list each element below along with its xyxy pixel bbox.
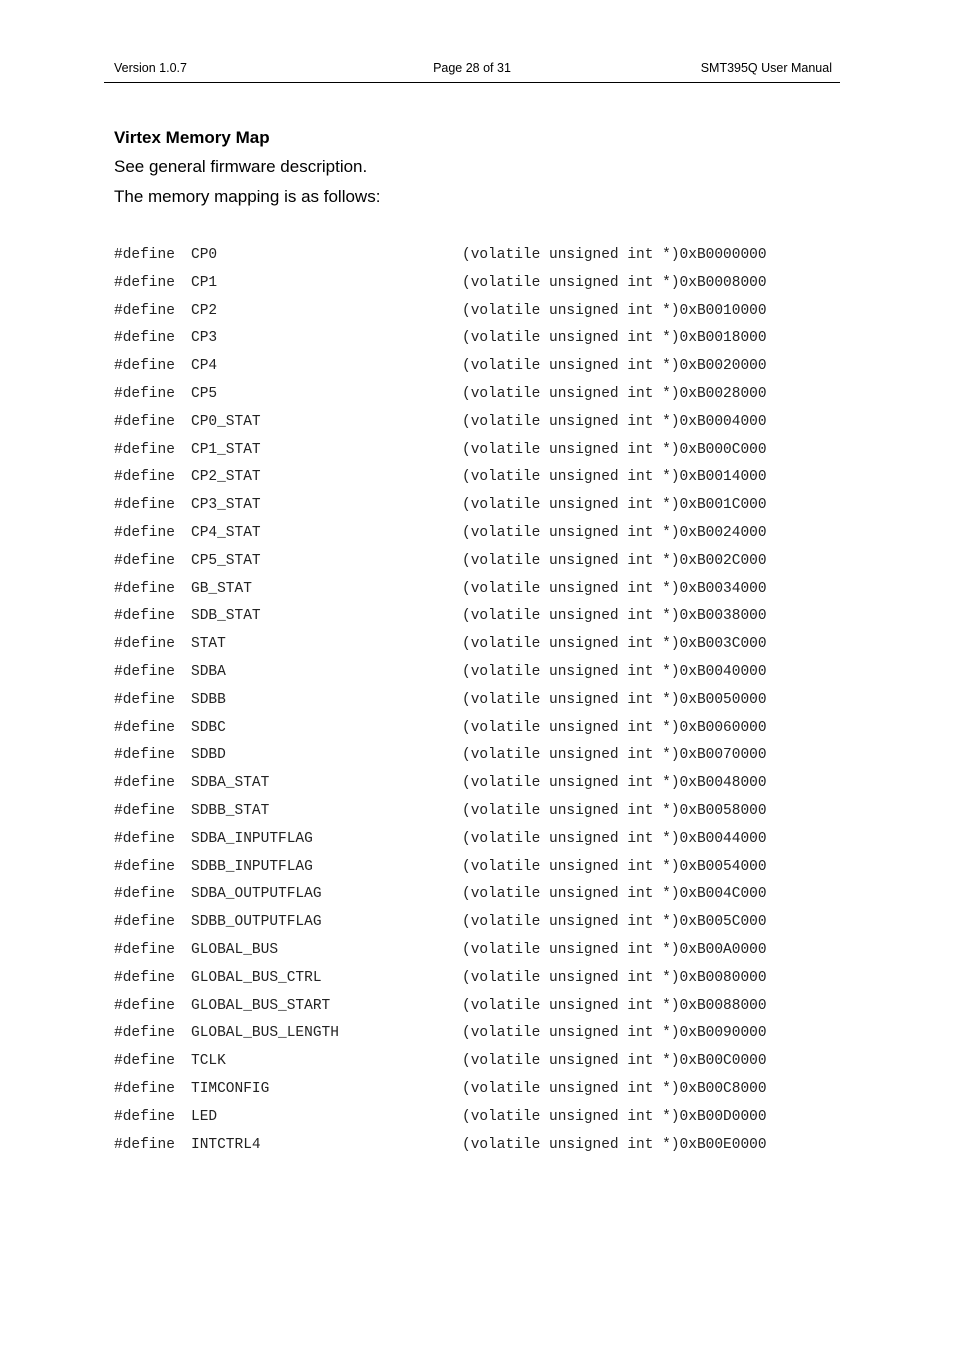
define-value: (volatile unsigned int *)0xB00A0000 — [462, 941, 767, 958]
define-value: (volatile unsigned int *)0xB004C000 — [462, 886, 767, 903]
define-row — [114, 993, 814, 1021]
define-value: (volatile unsigned int *)0xB0010000 — [462, 302, 767, 319]
define-name: SDBA_STAT — [191, 775, 270, 792]
define-value: (volatile unsigned int *)0xB0044000 — [462, 830, 767, 847]
define-keyword: #define — [114, 608, 175, 625]
define-row — [114, 798, 814, 826]
define-row — [114, 826, 814, 854]
define-name: INTCTRL4 — [191, 1136, 261, 1153]
define-value: (volatile unsigned int *)0xB00E0000 — [462, 1136, 767, 1153]
define-keyword: #define — [114, 469, 175, 486]
define-value: (volatile unsigned int *)0xB000C000 — [462, 441, 767, 458]
define-keyword: #define — [114, 858, 175, 875]
description-line: See general firmware description. — [114, 157, 368, 176]
define-value: (volatile unsigned int *)0xB0058000 — [462, 802, 767, 819]
define-name: SDB_STAT — [191, 608, 261, 625]
define-row — [114, 631, 814, 659]
define-name: GLOBAL_BUS — [191, 941, 279, 958]
define-keyword: #define — [114, 1053, 175, 1070]
define-name: SDBB_STAT — [191, 802, 270, 819]
define-name: CP0 — [191, 247, 218, 263]
define-value: (volatile unsigned int *)0xB0020000 — [462, 358, 767, 375]
define-row — [114, 854, 814, 882]
define-row — [114, 770, 814, 798]
define-value: (volatile unsigned int *)0xB0060000 — [462, 719, 767, 736]
define-name: CP2_STAT — [191, 469, 261, 486]
define-value: (volatile unsigned int *)0xB0080000 — [462, 969, 767, 986]
define-keyword: #define — [114, 691, 175, 708]
define-name: SDBC — [191, 719, 226, 736]
version-label: Version 1.0.7 — [114, 61, 187, 75]
define-keyword: #define — [114, 941, 175, 958]
define-name: TIMCONFIG — [191, 1080, 270, 1097]
define-name: SDBA_INPUTFLAG — [191, 830, 313, 847]
section — [114, 124, 834, 212]
define-value: (volatile unsigned int *)0xB0014000 — [462, 469, 767, 486]
define-name: CP1 — [191, 274, 218, 291]
define-value: (volatile unsigned int *)0xB0034000 — [462, 580, 767, 597]
define-keyword: #define — [114, 663, 175, 680]
define-value: (volatile unsigned int *)0xB0028000 — [462, 385, 767, 402]
define-row — [114, 242, 814, 270]
define-keyword: #define — [114, 524, 175, 541]
define-value: (volatile unsigned int *)0xB0024000 — [462, 524, 767, 541]
define-value: (volatile unsigned int *)0xB0054000 — [462, 858, 767, 875]
define-row — [114, 742, 814, 770]
define-keyword: #define — [114, 358, 175, 375]
define-row — [114, 492, 814, 520]
define-name: LED — [191, 1108, 218, 1125]
define-value: (volatile unsigned int *)0xB0090000 — [462, 1025, 767, 1042]
define-keyword: #define — [114, 330, 175, 347]
define-name: CP3_STAT — [191, 497, 261, 514]
define-keyword: #define — [114, 830, 175, 847]
define-value: (volatile unsigned int *)0xB001C000 — [462, 497, 767, 514]
manual-title: SMT395Q User Manual — [700, 61, 832, 75]
page-header — [104, 60, 840, 83]
define-keyword: #define — [114, 580, 175, 597]
define-value: (volatile unsigned int *)0xB0070000 — [462, 747, 767, 764]
define-row — [114, 548, 814, 576]
define-row — [114, 437, 814, 465]
define-value: (volatile unsigned int *)0xB0008000 — [462, 274, 767, 291]
define-row — [114, 1020, 814, 1048]
define-keyword: #define — [114, 385, 175, 402]
define-row — [114, 881, 814, 909]
define-keyword: #define — [114, 914, 175, 931]
define-name: STAT — [191, 636, 226, 653]
define-value: (volatile unsigned int *)0xB0000000 — [462, 247, 767, 263]
define-keyword: #define — [114, 1025, 175, 1042]
define-row — [114, 576, 814, 604]
page-number: Page 28 of 31 — [433, 61, 511, 75]
define-keyword: #define — [114, 441, 175, 458]
define-keyword: #define — [114, 802, 175, 819]
define-row — [114, 409, 814, 437]
define-row — [114, 937, 814, 965]
define-row — [114, 381, 814, 409]
define-value: (volatile unsigned int *)0xB0018000 — [462, 330, 767, 347]
define-row — [114, 1076, 814, 1104]
define-row — [114, 353, 814, 381]
define-keyword: #define — [114, 413, 175, 430]
define-value: (volatile unsigned int *)0xB0038000 — [462, 608, 767, 625]
define-keyword: #define — [114, 302, 175, 319]
define-keyword: #define — [114, 747, 175, 764]
define-keyword: #define — [114, 1136, 175, 1153]
define-keyword: #define — [114, 997, 175, 1014]
memory-map-code — [114, 242, 814, 1159]
define-row — [114, 1048, 814, 1076]
section-title: Virtex Memory Map — [114, 128, 270, 147]
define-name: CP5 — [191, 385, 218, 402]
define-name: SDBA_OUTPUTFLAG — [191, 886, 322, 903]
define-keyword: #define — [114, 497, 175, 514]
define-value: (volatile unsigned int *)0xB0050000 — [462, 691, 767, 708]
define-value: (volatile unsigned int *)0xB0048000 — [462, 775, 767, 792]
define-name: CP4 — [191, 358, 218, 375]
define-name: SDBD — [191, 747, 226, 764]
define-name: CP5_STAT — [191, 552, 261, 569]
define-name: GB_STAT — [191, 580, 252, 597]
define-name: CP3 — [191, 330, 218, 347]
define-row — [114, 603, 814, 631]
define-row — [114, 520, 814, 548]
define-value: (volatile unsigned int *)0xB0004000 — [462, 413, 767, 430]
define-name: TCLK — [191, 1053, 226, 1070]
define-value: (volatile unsigned int *)0xB003C000 — [462, 636, 767, 653]
define-value: (volatile unsigned int *)0xB002C000 — [462, 552, 767, 569]
define-name: GLOBAL_BUS_CTRL — [191, 969, 322, 986]
define-value: (volatile unsigned int *)0xB00D0000 — [462, 1108, 767, 1125]
define-value: (volatile unsigned int *)0xB00C8000 — [462, 1080, 767, 1097]
define-row — [114, 298, 814, 326]
intro-line: The memory mapping is as follows: — [114, 187, 381, 206]
define-value: (volatile unsigned int *)0xB00C0000 — [462, 1053, 767, 1070]
define-value: (volatile unsigned int *)0xB0040000 — [462, 663, 767, 680]
define-row — [114, 270, 814, 298]
define-value: (volatile unsigned int *)0xB0088000 — [462, 997, 767, 1014]
define-name: CP1_STAT — [191, 441, 261, 458]
define-keyword: #define — [114, 1080, 175, 1097]
define-row — [114, 687, 814, 715]
define-name: CP4_STAT — [191, 524, 261, 541]
define-row — [114, 659, 814, 687]
define-name: CP2 — [191, 302, 218, 319]
define-keyword: #define — [114, 719, 175, 736]
define-keyword: #define — [114, 1108, 175, 1125]
define-keyword: #define — [114, 636, 175, 653]
define-keyword: #define — [114, 886, 175, 903]
define-name: SDBA — [191, 663, 226, 680]
define-name: CP0_STAT — [191, 413, 261, 430]
define-row — [114, 909, 814, 937]
define-row — [114, 965, 814, 993]
define-name: SDBB — [191, 691, 226, 708]
define-row — [114, 464, 814, 492]
define-row — [114, 1104, 814, 1132]
define-keyword: #define — [114, 274, 175, 291]
define-keyword: #define — [114, 775, 175, 792]
define-keyword: #define — [114, 247, 175, 263]
define-keyword: #define — [114, 552, 175, 569]
define-row — [114, 325, 814, 353]
define-name: SDBB_OUTPUTFLAG — [191, 914, 322, 931]
define-name: GLOBAL_BUS_LENGTH — [191, 1025, 339, 1042]
define-keyword: #define — [114, 969, 175, 986]
define-row — [114, 715, 814, 743]
define-name: SDBB_INPUTFLAG — [191, 858, 313, 875]
define-name: GLOBAL_BUS_START — [191, 997, 331, 1014]
define-row — [114, 1132, 814, 1160]
define-value: (volatile unsigned int *)0xB005C000 — [462, 914, 767, 931]
